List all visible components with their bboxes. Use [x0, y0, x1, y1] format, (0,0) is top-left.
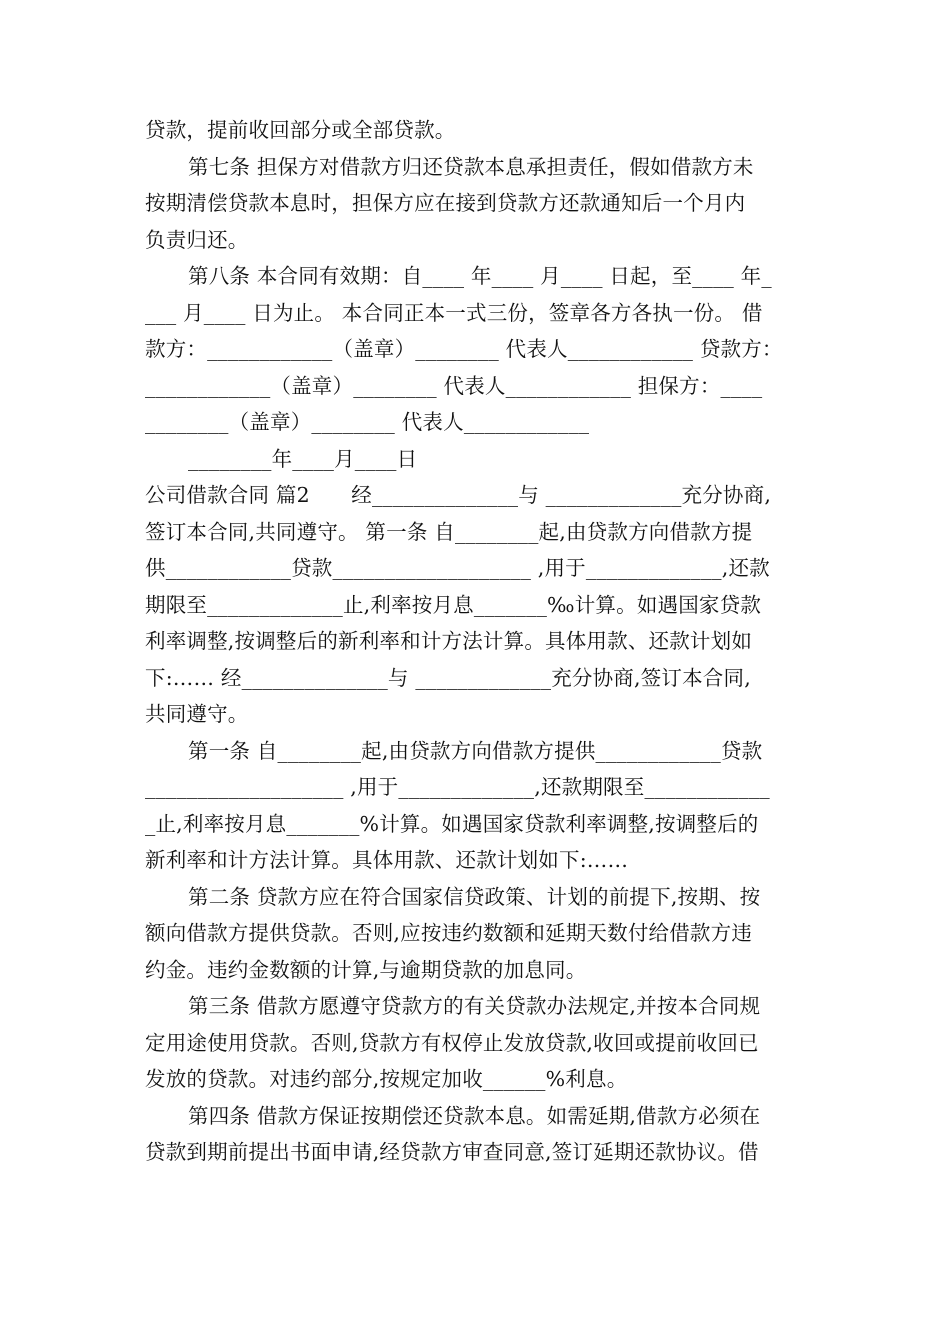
section-heading-line: 公司借款合同 篇2 经______________与 _____________充分协商, [145, 483, 772, 507]
text-line: 期限至_____________止,利率按月息_______‰计算。如遇国家贷款 [145, 592, 762, 617]
signature-line: ________（盖章）________ 代表人____________ [145, 410, 590, 434]
article-7-line: 第七条 担保方对借款方归还贷款本息承担责任，假如借款方未 [188, 154, 754, 179]
text-line: 定用途使用贷款。否则,贷款方有权停止发放贷款,收回或提前收回已 [145, 1030, 759, 1055]
text-line: 发放的贷款。对违约部分,按规定加收______%利息。 [145, 1067, 628, 1091]
signature-line: ____________（盖章）________ 代表人____________ 担保方：____ [145, 373, 763, 398]
text-line: ___________________ ,用于_____________,还款期限至____________ [145, 775, 770, 799]
text-line: 新利率和计方法计算。具体用款、还款计划如下:…… [145, 848, 629, 872]
article-8-line: 第八条 本合同有效期：自____ 年____ 月____ 日起，至____ 年_ [188, 264, 772, 288]
text-line: 贷款到期前提出书面申请,经贷款方审查同意,签订延期还款协议。借 [145, 1140, 759, 1164]
date-line: ________年____月____日 [188, 446, 418, 471]
text-line: _止,利率按月息_______%计算。如遇国家贷款利率调整,按调整后的 [145, 811, 759, 836]
signature-line: 款方：____________（盖章）________ 代表人____________ 贷款方： [145, 337, 783, 361]
text-line: 下:…… 经______________与 _____________充分协商,签订本合同, [145, 665, 751, 690]
article-3-line: 第三条 借款方愿遵守贷款方的有关贷款办法规定,并按本合同规 [188, 994, 761, 1018]
article-2-line: 第二条 贷款方应在符合国家信贷政策、计划的前提下,按期、按 [188, 884, 761, 909]
text-line: 按期清偿贷款本息时，担保方应在接到贷款方还款通知后一个月内 [145, 191, 746, 215]
text-line: 利率调整,按调整后的新利率和计方法计算。具体用款、还款计划如 [145, 629, 753, 653]
text-line: 贷款，提前收回部分或全部贷款。 [145, 118, 456, 142]
document-page [145, 112, 810, 1171]
text-line: 签订本合同,共同遵守。 第一条 自________起,由贷款方向借款方提 [145, 519, 753, 544]
text-line: 共同遵守。 [145, 702, 249, 726]
text-line: 额向借款方提供贷款。否则,应按违约数额和延期天数付给借款方违 [145, 921, 753, 945]
article-1-line: 第一条 自________起,由贷款方向借款方提供____________贷款 [188, 738, 763, 763]
text-line: 约金。违约金数额的计算,与逾期贷款的加息同。 [145, 957, 587, 982]
article-4-line: 第四条 借款方保证按期偿还贷款本息。如需延期,借款方必须在 [188, 1103, 761, 1128]
text-line: 负责归还。 [145, 227, 249, 252]
text-line: 供____________贷款___________________ ,用于_____________,还款 [145, 556, 770, 580]
text-line: ___ 月____ 日为止。 本合同正本一式三份，签章各方各执一份。 借 [145, 300, 763, 325]
